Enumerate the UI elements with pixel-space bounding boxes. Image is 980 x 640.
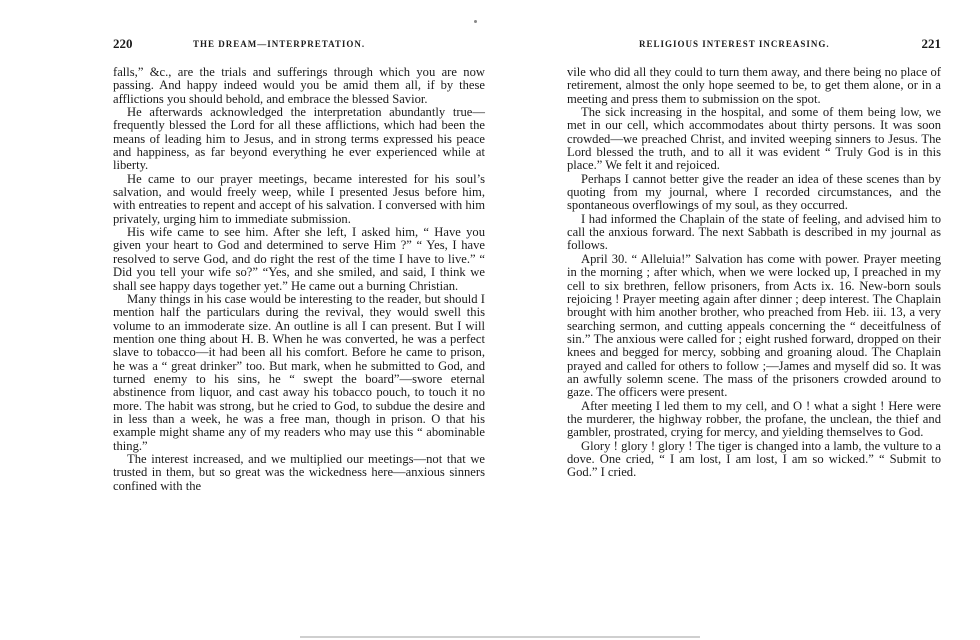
right-running-title: RELIGIOUS INTEREST INCREASING.: [639, 39, 830, 49]
left-paragraph-3: He came to our prayer meetings, became interested for his soul’s salvation, and would freely weep, while I presented Jesus before him, with entreaties to repent and accept of his salvation. I conversed with him privately, urging him to immediate submission.: [113, 171, 485, 226]
print-speck: [474, 20, 477, 23]
right-paragraph-5: April 30. “ Alleluia!” Salvation has come with power. Prayer meeting in the morning ; after which, when we were locked up, I preached in my cell to six brethren, fellow prisoners, from Acts ix. 16. New-born souls rejoicing ! Prayer meeting again after dinner ; deep interest. The Chaplain brought with him another brother, who preached from Heb. iii. 13, a very searching sermon, and cutting appeals concerning the “ deceitfulness of sin.” The anxious were called for ; eight rushed forward, dropped on their knees and begged for mercy, sobbing and groaning aloud. The Chaplain prayed and called for others to follow ;—James and myself did so. It was an awfully solemn scene. The mass of the prisoners crowded around to gaze. The officers were present.: [567, 251, 941, 400]
left-running-title: THE DREAM—INTERPRETATION.: [193, 39, 366, 49]
right-paragraph-2: The sick increasing in the hospital, and some of them being low, we met in our cell, which accommodates about thirty persons. It was soon crowded—we preached Christ, and invited weeping sinners to Jesus. The Lord blessed the truth, and to all it was evident “ Truly God is in this place.” We felt it and rejoiced.: [567, 105, 941, 173]
left-paragraph-6: The interest increased, and we multiplied our meetings—not that we trusted in them, but so great was the wickedness here—anxious sinners confined with the: [113, 451, 485, 493]
left-paragraph-2: He afterwards acknowledged the interpretation abundantly true—frequently blessed the Lord for all these afflictions, which had been the means of leading him to Jesus, and in strong terms expressed his peace and happiness, as far beyond everything he ever experienced while at liberty.: [113, 105, 485, 173]
right-running-head: [567, 36, 941, 56]
left-paragraph-1: falls,” &c., are the trials and sufferings through which you are now passing. And happy indeed would you be amid them all, if by these afflictions you should behold, and embrace the blessed Savior.: [113, 65, 485, 106]
right-page-number: 221: [921, 36, 941, 51]
left-page: [113, 36, 485, 493]
right-paragraph-3: Perhaps I cannot better give the reader an idea of these scenes than by quoting from my journal, where I recorded circumstances, and the spontaneous overflowings of my soul, as they occurred.: [567, 171, 941, 213]
right-page: [567, 36, 941, 480]
right-paragraph-1: vile who did all they could to turn them away, and there being no place of retirement, almost the only hope seemed to be, to get them alone, or in a meeting and press them to submission on the spot.: [567, 65, 941, 106]
left-body-text: [113, 66, 485, 493]
left-running-head: [113, 36, 485, 56]
bottom-edge-mark: [300, 636, 700, 638]
left-page-number: 220: [113, 36, 133, 51]
right-body-text: [567, 66, 941, 480]
left-paragraph-5: Many things in his case would be interesting to the reader, but should I mention half the particulars during the revival, they would swell this volume to an immoderate size. An outline is all I can present. But I will mention one thing about H. B. When he was converted, he was a perfect slave to tobacco—it had been all his comfort. Before he came to prison, he was a “ great drinker” too. But mark, when he submitted to God, and turned enemy to his sins, he “ swept the board”—swore eternal abstinence from liquor, and cast away his tobacco pouch, to touch it no more. The habit was strong, but he cried to God, to subdue the desire and in less than a week, he was a free man, though in prison. O that his example might shame any of my readers who may use this “ abominable thing.”: [113, 291, 485, 453]
left-paragraph-4: His wife came to see him. After she left, I asked him, “ Have you given your heart to God and determined to serve Him ?” “ Yes, I have resolved to serve God, and do right the rest of the time I have to live.” “ Did you tell your wife so?” “Yes, and she smiled, and said, I think we shall see happy days together yet.” He came out a burning Christian.: [113, 225, 485, 293]
right-paragraph-7: Glory ! glory ! glory ! The tiger is changed into a lamb, the vulture to a dove. One cried, “ I am lost, I am lost, I am so wicked.” “ Submit to God.” I cried.: [567, 438, 941, 480]
right-paragraph-4: I had informed the Chaplain of the state of feeling, and advised him to call the anxious forward. The next Sabbath is described in my journal as follows.: [567, 211, 941, 253]
right-paragraph-6: After meeting I led them to my cell, and O ! what a sight ! Here were the murderer, the highway robber, the profane, the unclean, the thief and gambler, prostrated, crying for mercy, and yielding themselves to God.: [567, 398, 941, 440]
